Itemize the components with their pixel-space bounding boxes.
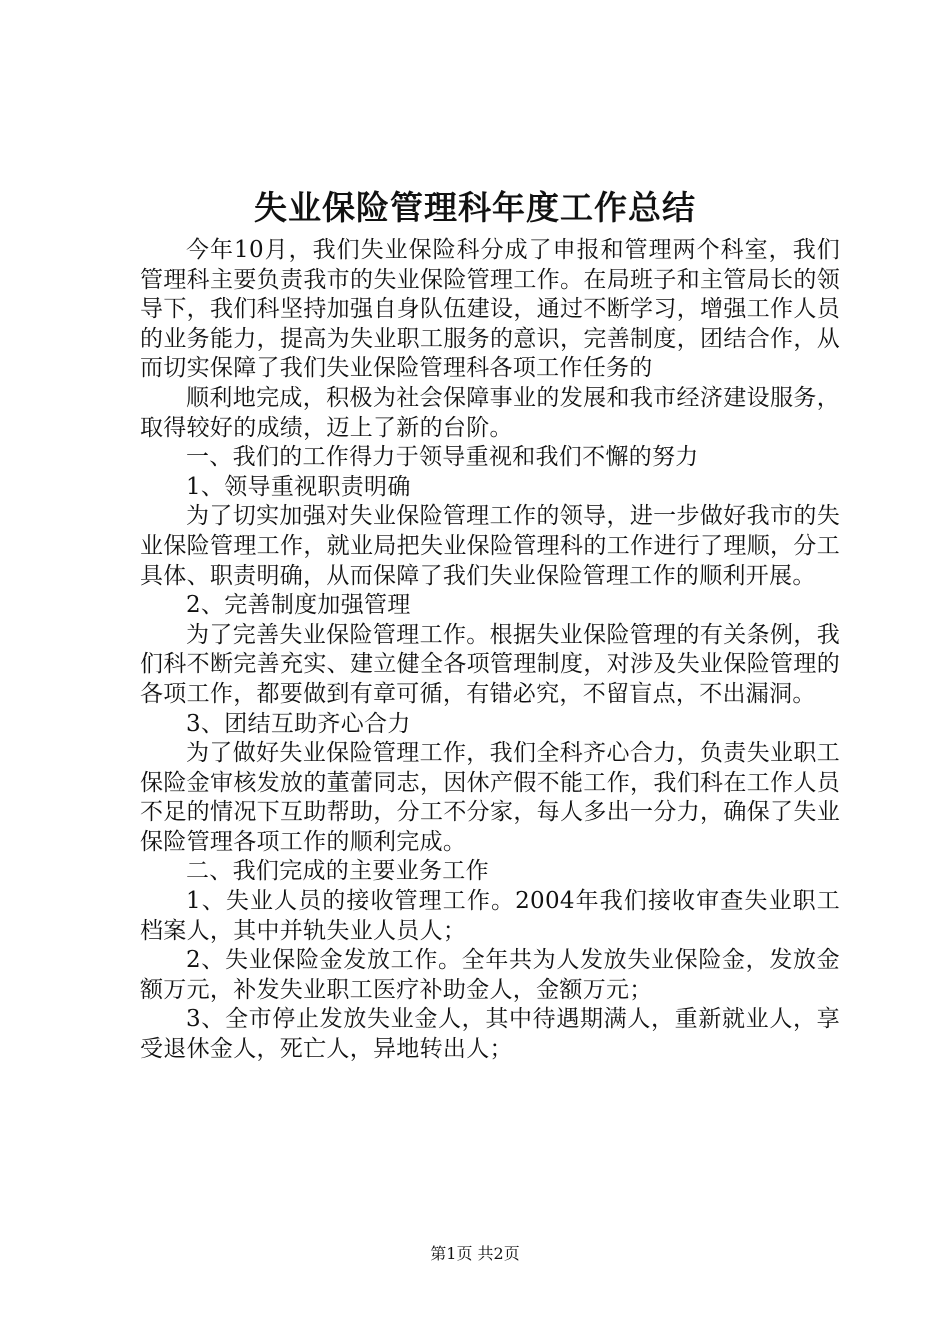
paragraph: 今年10月，我们失业保险科分成了申报和管理两个科室，我们管理科主要负责我市的失业保险管理工作。在局班子和主管局长的领导下，我们科坚持加强自身队伍建设，通过不断学习，增强工作人员的业务能力，提高为失业职工服务的意识，完善制度，团结合作，从而切实保障了我们失业保险管理科各项工作任务的 [140,237,840,382]
subsection-heading: 2、完善制度加强管理 [186,592,411,619]
paragraph: 为了切实加强对失业保险管理工作的领导，进一步做好我市的失业保险管理工作，就业局把失业保险管理科的工作进行了理顺，分工具体、职责明确，从而保障了我们失业保险管理工作的顺利开展。 [140,503,840,589]
list-item: 2、失业保险金发放工作。全年共为人发放失业保险金，发放金额万元，补发失业职工医疗补助金人，金额万元； [140,947,840,1003]
section-heading: 一、我们的工作得力于领导重视和我们不懈的努力 [186,444,699,471]
section-heading: 二、我们完成的主要业务工作 [186,858,489,885]
list-item: 3、全市停止发放失业金人，其中待遇期满人，重新就业人，享受退休金人，死亡人，异地转出人； [140,1006,840,1063]
document-title: 失业保险管理科年度工作总结 [254,188,696,227]
paragraph: 为了完善失业保险管理工作。根据失业保险管理的有关条例，我们科不断完善充实、建立健全各项管理制度，对涉及失业保险管理的各项工作，都要做到有章可循，有错必究，不留盲点，不出漏洞。 [140,621,840,707]
subsection-heading: 1、领导重视职责明确 [186,473,411,500]
document-body [140,236,840,1065]
subsection-heading: 3、团结互助齐心合力 [186,710,411,737]
paragraph: 顺利地完成，积极为社会保障事业的发展和我市经济建设服务，取得较好的成绩，迈上了新的台阶。 [140,384,840,441]
list-item: 1、失业人员的接收管理工作。2004年我们接收审查失业职工档案人，其中并轨失业人员人； [140,888,840,944]
paragraph: 为了做好失业保险管理工作，我们全科齐心合力，负责失业职工保险金审核发放的董蕾同志，因休产假不能工作，我们科在工作人员不足的情况下互助帮助，分工不分家，每人多出一分力，确保了失业保险管理各项工作的顺利完成。 [140,740,840,855]
page-footer: 第1页 共2页 [430,1244,520,1263]
